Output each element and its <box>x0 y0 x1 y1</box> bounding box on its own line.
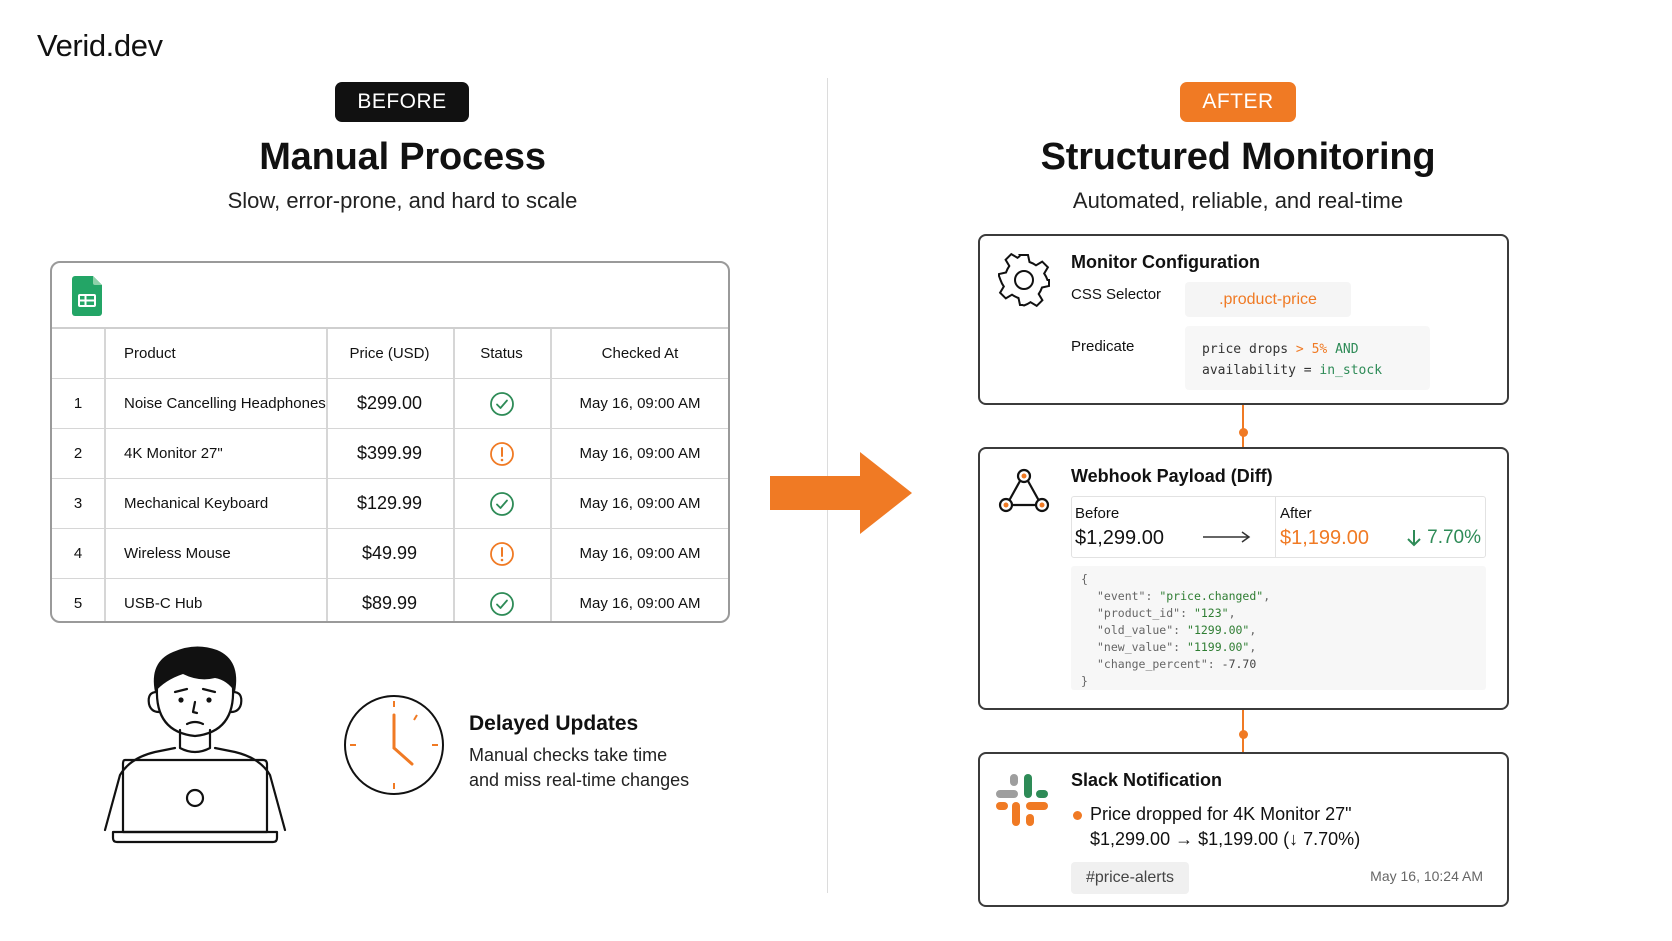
css-selector-value: .product-price <box>1185 282 1351 317</box>
notification-dot <box>1073 811 1082 820</box>
predicate-text: availability = <box>1202 363 1320 378</box>
brand-logo: Verid.dev <box>37 28 163 63</box>
diff-after-label: After <box>1280 505 1312 522</box>
json-key: "old_value" <box>1097 623 1174 637</box>
header-row <box>52 329 730 379</box>
col-header-checked: Checked At <box>601 345 679 362</box>
before-subtitle: Slow, error-prone, and hard to scale <box>227 188 578 213</box>
json-key: "event" <box>1097 589 1146 603</box>
slack-message-line1: Price dropped for 4K Monitor 27" <box>1090 804 1352 824</box>
webhook-icon <box>996 465 1052 517</box>
spreadsheet <box>50 261 730 623</box>
predicate-label: Predicate <box>1071 338 1135 355</box>
after-subtitle: Automated, reliable, and real-time <box>1072 188 1404 213</box>
gear-icon <box>996 252 1052 308</box>
diff-change <box>1406 527 1481 549</box>
col-header-product: Product <box>124 345 176 362</box>
row-number: 1 <box>73 395 83 412</box>
json-brace: } <box>1081 674 1088 688</box>
check-circle-icon <box>489 591 515 617</box>
product-price: $399.99 <box>356 443 423 463</box>
predicate-code <box>1185 326 1430 390</box>
delayed-updates-line1: Manual checks take time <box>469 745 668 765</box>
diff-box <box>1071 496 1486 558</box>
predicate-text: price drops <box>1202 342 1296 357</box>
checked-at: May 16, 09:00 AM <box>579 445 701 462</box>
table-row <box>52 579 730 623</box>
json-brace: { <box>1081 572 1088 586</box>
json-value: "price.changed" <box>1159 589 1264 603</box>
slack-notification-card <box>978 752 1509 907</box>
warning-circle-icon <box>489 541 515 567</box>
row-number: 2 <box>73 445 83 462</box>
json-payload: { "event": "price.changed", "product_id": "123", "old_value": "1299.00", "new_value": "1199.00", "change_percent": -7.70 } <box>1071 566 1486 690</box>
table-row <box>52 479 730 529</box>
diff-before-label: Before <box>1075 505 1120 522</box>
spreadsheet-toolbar <box>52 263 728 329</box>
product-name: 4K Monitor 27" <box>124 445 223 462</box>
json-key: "product_id" <box>1097 606 1181 620</box>
after-title: Structured Monitoring <box>1040 136 1436 178</box>
clock-icon <box>342 693 446 797</box>
delayed-updates-line2: and miss real-time changes <box>469 770 690 790</box>
product-name: USB-C Hub <box>124 595 203 612</box>
row-number: 3 <box>73 495 83 512</box>
json-value: -7.70 <box>1221 657 1257 671</box>
predicate-operator: > 5% <box>1295 342 1336 357</box>
slack-title: Slack Notification <box>1071 770 1223 790</box>
product-price: $299.00 <box>356 393 423 413</box>
predicate-keyword: AND <box>1335 342 1359 357</box>
slack-message-line2: $1,299.00 → $1,199.00 (↓ 7.70%) <box>1090 829 1361 849</box>
row-number: 5 <box>73 595 83 612</box>
slack-icon <box>994 772 1050 828</box>
json-key: "change_percent" <box>1097 657 1208 671</box>
monitor-config-card <box>978 234 1509 405</box>
check-circle-icon <box>489 391 515 417</box>
product-price: $49.99 <box>361 543 418 563</box>
product-name: Mechanical Keyboard <box>124 495 269 512</box>
diff-before-value: $1,299.00 <box>1075 527 1164 549</box>
checked-at: May 16, 09:00 AM <box>579 545 701 562</box>
json-value: "123" <box>1193 606 1229 620</box>
css-selector-label: CSS Selector <box>1071 286 1162 303</box>
diff-after-value: $1,199.00 <box>1280 527 1369 549</box>
table-row <box>52 429 730 479</box>
webhook-title: Webhook Payload (Diff) <box>1071 466 1273 486</box>
slack-channel-tag[interactable]: #price-alerts <box>1071 862 1189 894</box>
before-title: Manual Process <box>259 136 546 178</box>
predicate-value: in_stock <box>1319 363 1383 378</box>
product-price: $89.99 <box>361 593 418 613</box>
checked-at: May 16, 09:00 AM <box>579 495 701 512</box>
col-header-status: Status <box>480 345 523 362</box>
json-key: "new_value" <box>1097 640 1174 654</box>
arrow-right-icon <box>1202 529 1252 545</box>
after-badge: AFTER <box>1180 82 1296 122</box>
warning-circle-icon <box>489 441 515 467</box>
connector-dot <box>1239 428 1248 437</box>
delayed-updates-title: Delayed Updates <box>469 712 639 735</box>
product-price: $129.99 <box>356 493 423 513</box>
table-row <box>52 529 730 579</box>
checked-at: May 16, 09:00 AM <box>579 595 701 612</box>
col-header-price: Price (USD) <box>349 345 430 362</box>
webhook-payload-card <box>978 447 1509 710</box>
product-name: Noise Cancelling Headphones <box>124 395 326 412</box>
google-sheets-icon <box>72 276 102 316</box>
json-value: "1299.00" <box>1187 623 1250 637</box>
product-name: Wireless Mouse <box>124 545 231 562</box>
monitor-config-title: Monitor Configuration <box>1071 252 1260 272</box>
json-value: "1199.00" <box>1187 640 1250 654</box>
worried-person-illustration <box>95 640 295 870</box>
transition-arrow-icon <box>766 450 916 536</box>
before-badge: BEFORE <box>335 82 469 122</box>
arrow-down-icon <box>1406 528 1422 548</box>
checked-at: May 16, 09:00 AM <box>579 395 701 412</box>
diff-change-value: 7.70% <box>1427 527 1481 548</box>
check-circle-icon <box>489 491 515 517</box>
row-number: 4 <box>73 545 83 562</box>
connector-dot <box>1239 730 1248 739</box>
table-row <box>52 379 730 429</box>
flow-connector <box>1242 405 1244 447</box>
slack-timestamp: May 16, 10:24 AM <box>1370 868 1483 884</box>
